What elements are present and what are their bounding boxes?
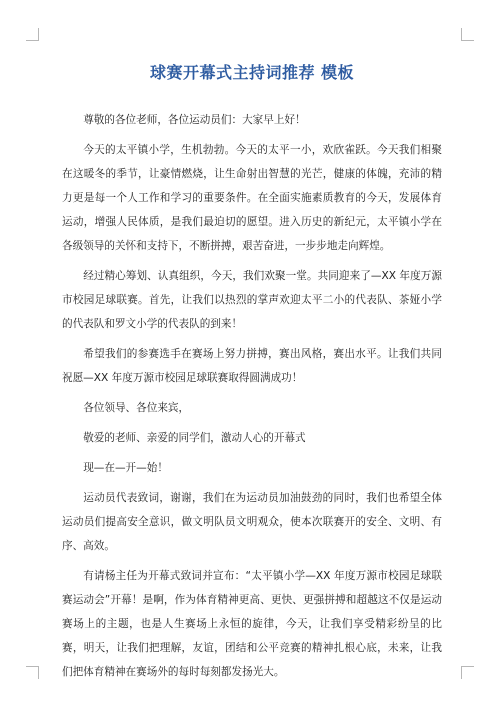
paragraph-welcome-teams: 经过精心筹划、认真组织，今天，我们欢聚一堂。共同迎来了—XX 年度万源市校园足球联赛。首先，让我们以热烈的掌声欢迎太平二小的代表队、茶娅小学的代表队和罗文小学的代表队的到来！ [62,270,442,330]
crop-mark-top-right [461,28,474,41]
paragraph-greeting: 尊敬的各位老师，各位运动员们：大家早上好！ [83,114,306,126]
paragraph-address-teachers: 敬爱的老师、亲爱的同学们，激动人心的开幕式 [83,432,306,444]
crop-mark-bottom-left [26,666,39,679]
paragraph-start: 现—在—开—始！ [83,462,168,474]
paragraph-opening: 今天的太平镇小学，生机勃勃。今天的太平一小，欢欣雀跃。今天我们相聚在这暖冬的季节，让豪情燃烧，让生命射出智慧的光芒，健康的体魄，充沛的精力更是每一个人工作和学习的重要条件。在全面实施素质教育的今天，发展体育运动，增强人民体质，是我们最迫切的愿望。进入历史的新纪元，太平镇小学在各级领导的关怀和支持下，不断拼搏，艰苦奋进，一步步地走向辉煌。 [62,144,442,252]
paragraph-director-speech: 有请杨主任为开幕式致词并宣布：“太平镇小学—XX 年度万源市校园足球联赛运动会”开幕！是啊，作为体育精神更高、更快、更强拼搏和超越这不仅是运动赛场上的主题，也是人生赛场上永恒的旋律，今天，让我们享受精彩纷呈的比赛，明天，让我们把理解，友谊，团结和公平竞赛的精神扎根心底，未来，让我们把体育精神在赛场外的每时每刻都发扬光大。 [62,570,442,678]
crop-mark-top-left [26,28,39,41]
paragraph-athlete-speech: 运动员代表致词，谢谢，我们在为运动员加油鼓劲的同时，我们也希望全体运动员们提高安全意识，做文明队员文明观众，使本次联赛开的安全、文明、有序、高效。 [62,492,442,552]
paragraph-address-leaders: 各位领导、各位来宾， [83,402,190,414]
document-body [62,62,442,690]
crop-mark-bottom-right [461,666,474,679]
paragraph-wishes: 希望我们的参赛选手在赛场上努力拼搏，赛出风格，赛出水平。让我们共同祝愿—XX 年度万源市校园足球联赛取得圆满成功！ [62,348,442,384]
document-title: 球赛开幕式主持词推荐 模板 [149,63,355,82]
